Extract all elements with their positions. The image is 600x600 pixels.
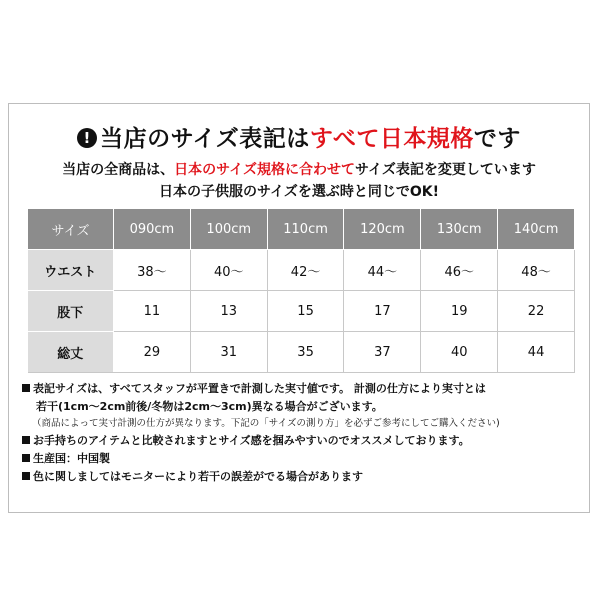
subtitle-line-1 <box>9 159 589 179</box>
size-table <box>27 208 575 373</box>
table-cell: 17 <box>344 291 421 332</box>
table-cell: 46〜 <box>421 250 498 291</box>
subtitle-line-2: 日本の子供服のサイズを選ぶ時と同じでOK! <box>158 184 439 200</box>
note-1-line-3: （商品によって実寸計測の仕方が異なります。下記の「サイズの測り方」を必ずご参考にしてご購入ください) <box>32 418 500 429</box>
note-4: 色に関しましてはモニターにより若干の誤差がでる場合があります <box>33 470 363 483</box>
headline-part1: 当店のサイズ表記は <box>100 126 310 152</box>
subtitle-1-part1: 当店の全商品は、 <box>62 162 175 178</box>
subtitle-1-part2: 日本のサイズ規格に合わせて <box>174 162 355 178</box>
size-col-100: 100cm <box>190 209 267 250</box>
size-col-090: 090cm <box>114 209 191 250</box>
row-label-total-length: 総丈 <box>28 332 114 373</box>
bullet-square-icon <box>22 436 30 444</box>
bullet-square-icon <box>22 454 30 462</box>
table-cell: 48〜 <box>498 250 575 291</box>
subtitle-1-part3: サイズ表記を変更しています <box>355 162 536 178</box>
size-col-110: 110cm <box>267 209 344 250</box>
table-cell: 44〜 <box>344 250 421 291</box>
note-3: 生産国：中国製 <box>33 452 110 465</box>
table-row <box>28 250 575 291</box>
exclamation-circle-icon: ! <box>77 128 97 148</box>
headline <box>9 120 589 153</box>
bullet-square-icon <box>22 472 30 480</box>
table-cell: 31 <box>190 332 267 373</box>
table-cell: 37 <box>344 332 421 373</box>
size-col-140: 140cm <box>498 209 575 250</box>
note-item <box>22 468 583 486</box>
headline-part3: です <box>473 126 521 152</box>
table-cell: 40〜 <box>190 250 267 291</box>
size-col-120: 120cm <box>344 209 421 250</box>
table-cell: 42〜 <box>267 250 344 291</box>
note-1-line-2: 若干(1cm〜2cm前後/冬物は2cm〜3cm)異なる場合がございます。 <box>36 400 383 413</box>
table-cell: 15 <box>267 291 344 332</box>
table-cell: 11 <box>114 291 191 332</box>
row-label-inseam: 股下 <box>28 291 114 332</box>
table-cell: 35 <box>267 332 344 373</box>
table-cell: 22 <box>498 291 575 332</box>
note-2: お手持ちのアイテムと比較されますとサイズ感を掴みやすいのでオススメしております。 <box>33 434 470 447</box>
table-cell: 38〜 <box>114 250 191 291</box>
size-col-130: 130cm <box>421 209 498 250</box>
size-table-header-row <box>28 209 575 250</box>
size-table-corner: サイズ <box>28 209 114 250</box>
headline-part2: すべて日本規格 <box>309 126 474 152</box>
table-cell: 44 <box>498 332 575 373</box>
table-row <box>28 291 575 332</box>
note-1-line-1: 表記サイズは、すべてスタッフが平置きで計測した実寸値です。 計測の仕方により実寸とは <box>33 382 486 395</box>
table-cell: 19 <box>421 291 498 332</box>
table-cell: 13 <box>190 291 267 332</box>
note-item <box>22 380 583 398</box>
table-cell: 29 <box>114 332 191 373</box>
bullet-square-icon <box>22 384 30 392</box>
notes <box>22 380 583 486</box>
table-cell: 40 <box>421 332 498 373</box>
note-item <box>22 432 583 450</box>
size-info-card <box>8 103 590 513</box>
row-label-waist: ウエスト <box>28 250 114 291</box>
table-row <box>28 332 575 373</box>
note-item <box>22 450 583 468</box>
